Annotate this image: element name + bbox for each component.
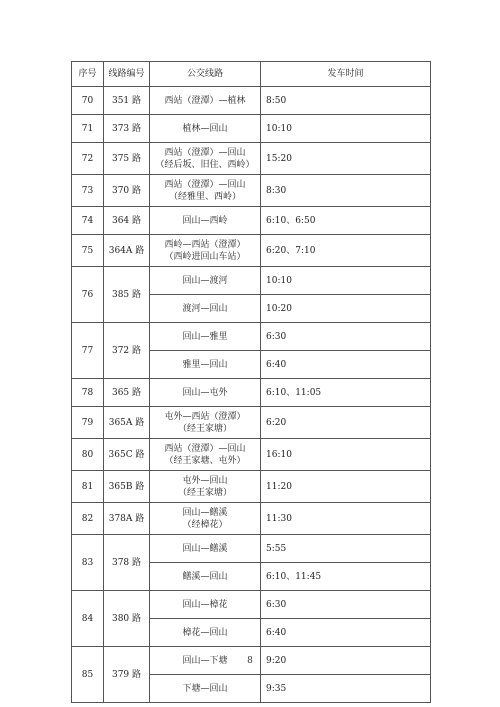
departure-time-cell: 10:20 xyxy=(261,295,431,323)
departure-time-cell: 6:10、11:45 xyxy=(261,563,431,591)
departure-time-cell: 6:40 xyxy=(261,351,431,379)
departure-time-cell: 6:20 xyxy=(261,407,431,439)
bus-line-cell xyxy=(150,207,261,235)
table-header-row xyxy=(72,62,431,87)
table-row xyxy=(72,323,431,351)
bus-line-cell xyxy=(150,591,261,619)
bus-line-text: 西站（澄潭）—回山 xyxy=(164,147,246,158)
departure-time-cell: 6:30 xyxy=(261,323,431,351)
table-row xyxy=(72,503,431,535)
bus-line-text: 西站（澄潭）—回山 xyxy=(164,179,246,190)
table-row xyxy=(72,175,431,207)
table-body xyxy=(72,87,431,703)
header-departure-time: 发车时间 xyxy=(261,62,431,87)
header-route-number: 线路编号 xyxy=(104,62,150,87)
bus-line-text: （经王家塘） xyxy=(177,487,232,498)
bus-line-text: 回山—下塘 xyxy=(182,655,228,666)
route-number-cell: 351 路 xyxy=(104,87,150,115)
bus-line-text: 雅里—回山 xyxy=(182,359,228,370)
bus-line-cell xyxy=(150,439,261,471)
bus-line-cell xyxy=(150,235,261,267)
bus-line-text: 西站（澄潭）—回山 xyxy=(164,443,246,454)
departure-time-cell: 15:20 xyxy=(261,143,431,175)
bus-line-cell xyxy=(150,503,261,535)
table-row xyxy=(72,591,431,619)
bus-line-cell xyxy=(150,267,261,295)
bus-line-text: （经樟花） xyxy=(182,519,228,530)
table-row xyxy=(72,439,431,471)
bus-line-text: 西岭—西站（澄潭） xyxy=(164,239,246,250)
departure-time-cell: 6:30 xyxy=(261,591,431,619)
departure-time-cell: 8:50 xyxy=(261,87,431,115)
route-number-cell: 372 路 xyxy=(104,323,150,379)
departure-time-cell: 11:20 xyxy=(261,471,431,503)
table-row xyxy=(72,207,431,235)
table-row xyxy=(72,535,431,563)
bus-schedule-table xyxy=(71,61,431,703)
departure-time-cell: 6:40 xyxy=(261,619,431,647)
bus-line-text: （经后坂、旧住、西岭） xyxy=(155,159,255,170)
bus-line-cell xyxy=(150,351,261,379)
bus-line-text: 回山—雅里 xyxy=(182,331,228,342)
serial-number-cell: 71 xyxy=(72,115,104,143)
bus-line-text: 植林—回山 xyxy=(182,123,228,134)
bus-line-cell xyxy=(150,379,261,407)
departure-time-cell: 5:55 xyxy=(261,535,431,563)
serial-number-cell: 74 xyxy=(72,207,104,235)
bus-line-text: 下塘—回山 xyxy=(182,683,228,694)
serial-number-cell: 73 xyxy=(72,175,104,207)
bus-line-text: （经王家塘、屯外） xyxy=(164,455,246,466)
serial-number-cell: 78 xyxy=(72,379,104,407)
serial-number-cell: 83 xyxy=(72,535,104,591)
bus-line-cell xyxy=(150,407,261,439)
route-number-cell: 375 路 xyxy=(104,143,150,175)
departure-time-cell: 10:10 xyxy=(261,115,431,143)
serial-number-cell: 82 xyxy=(72,503,104,535)
bus-line-text: 鳝溪—回山 xyxy=(182,571,228,582)
serial-number-cell: 77 xyxy=(72,323,104,379)
departure-time-cell: 9:20 xyxy=(261,647,431,675)
departure-time-cell: 16:10 xyxy=(261,439,431,471)
table-row xyxy=(72,87,431,115)
bus-line-cell xyxy=(150,143,261,175)
route-number-cell: 379 路 xyxy=(104,647,150,703)
route-number-cell: 378 路 xyxy=(104,535,150,591)
page-number: 8 xyxy=(247,656,253,666)
bus-line-text: （经雅里、西岭） xyxy=(168,191,241,202)
serial-number-cell: 72 xyxy=(72,143,104,175)
departure-time-cell: 6:20、7:10 xyxy=(261,235,431,267)
route-number-cell: 364 路 xyxy=(104,207,150,235)
bus-line-cell xyxy=(150,175,261,207)
departure-time-cell: 9:35 xyxy=(261,675,431,703)
departure-time-cell: 11:30 xyxy=(261,503,431,535)
route-number-cell: 365C 路 xyxy=(104,439,150,471)
bus-line-text: （经王家塘） xyxy=(177,423,232,434)
table-row xyxy=(72,267,431,295)
bus-line-text: 回山—鳝溪 xyxy=(182,507,228,518)
serial-number-cell: 75 xyxy=(72,235,104,267)
bus-line-text: 屯外—西站（澄潭） xyxy=(164,411,246,422)
bus-line-cell xyxy=(150,323,261,351)
header-bus-line: 公交线路 xyxy=(150,62,261,87)
bus-line-cell xyxy=(150,563,261,591)
bus-line-cell xyxy=(150,619,261,647)
bus-line-text: 回山—西岭 xyxy=(182,215,228,226)
bus-line-text: 渡河—回山 xyxy=(182,303,228,314)
bus-line-text: 回山—鳝溪 xyxy=(182,543,228,554)
serial-number-cell: 85 xyxy=(72,647,104,703)
departure-time-cell: 6:10、6:50 xyxy=(261,207,431,235)
serial-number-cell: 79 xyxy=(72,407,104,439)
table-row xyxy=(72,379,431,407)
bus-line-text: 回山—屯外 xyxy=(182,387,228,398)
bus-line-text: 西站（澄潭）—植林 xyxy=(164,95,246,106)
bus-line-text: （西岭进回山车站） xyxy=(164,251,246,262)
bus-line-cell xyxy=(150,675,261,703)
serial-number-cell: 80 xyxy=(72,439,104,471)
route-number-cell: 370 路 xyxy=(104,175,150,207)
table-row xyxy=(72,115,431,143)
bus-line-cell xyxy=(150,535,261,563)
serial-number-cell: 81 xyxy=(72,471,104,503)
route-number-cell: 365A 路 xyxy=(104,407,150,439)
bus-line-cell xyxy=(150,115,261,143)
departure-time-cell: 6:10、11:05 xyxy=(261,379,431,407)
bus-line-text: 回山—渡河 xyxy=(182,275,228,286)
route-number-cell: 378A 路 xyxy=(104,503,150,535)
table-row xyxy=(72,143,431,175)
serial-number-cell: 70 xyxy=(72,87,104,115)
bus-line-text: 屯外—回山 xyxy=(182,475,228,486)
route-number-cell: 364A 路 xyxy=(104,235,150,267)
table-row xyxy=(72,407,431,439)
bus-line-text: 樟花—回山 xyxy=(182,627,228,638)
table-row xyxy=(72,471,431,503)
header-serial: 序号 xyxy=(72,62,104,87)
serial-number-cell: 76 xyxy=(72,267,104,323)
bus-line-cell xyxy=(150,295,261,323)
departure-time-cell: 8:30 xyxy=(261,175,431,207)
bus-line-text: 回山—樟花 xyxy=(182,599,228,610)
bus-line-cell xyxy=(150,87,261,115)
route-number-cell: 365 路 xyxy=(104,379,150,407)
departure-time-cell: 10:10 xyxy=(261,267,431,295)
table-row xyxy=(72,235,431,267)
route-number-cell: 365B 路 xyxy=(104,471,150,503)
bus-line-cell xyxy=(150,471,261,503)
route-number-cell: 373 路 xyxy=(104,115,150,143)
serial-number-cell: 84 xyxy=(72,591,104,647)
route-number-cell: 380 路 xyxy=(104,591,150,647)
route-number-cell: 385 路 xyxy=(104,267,150,323)
